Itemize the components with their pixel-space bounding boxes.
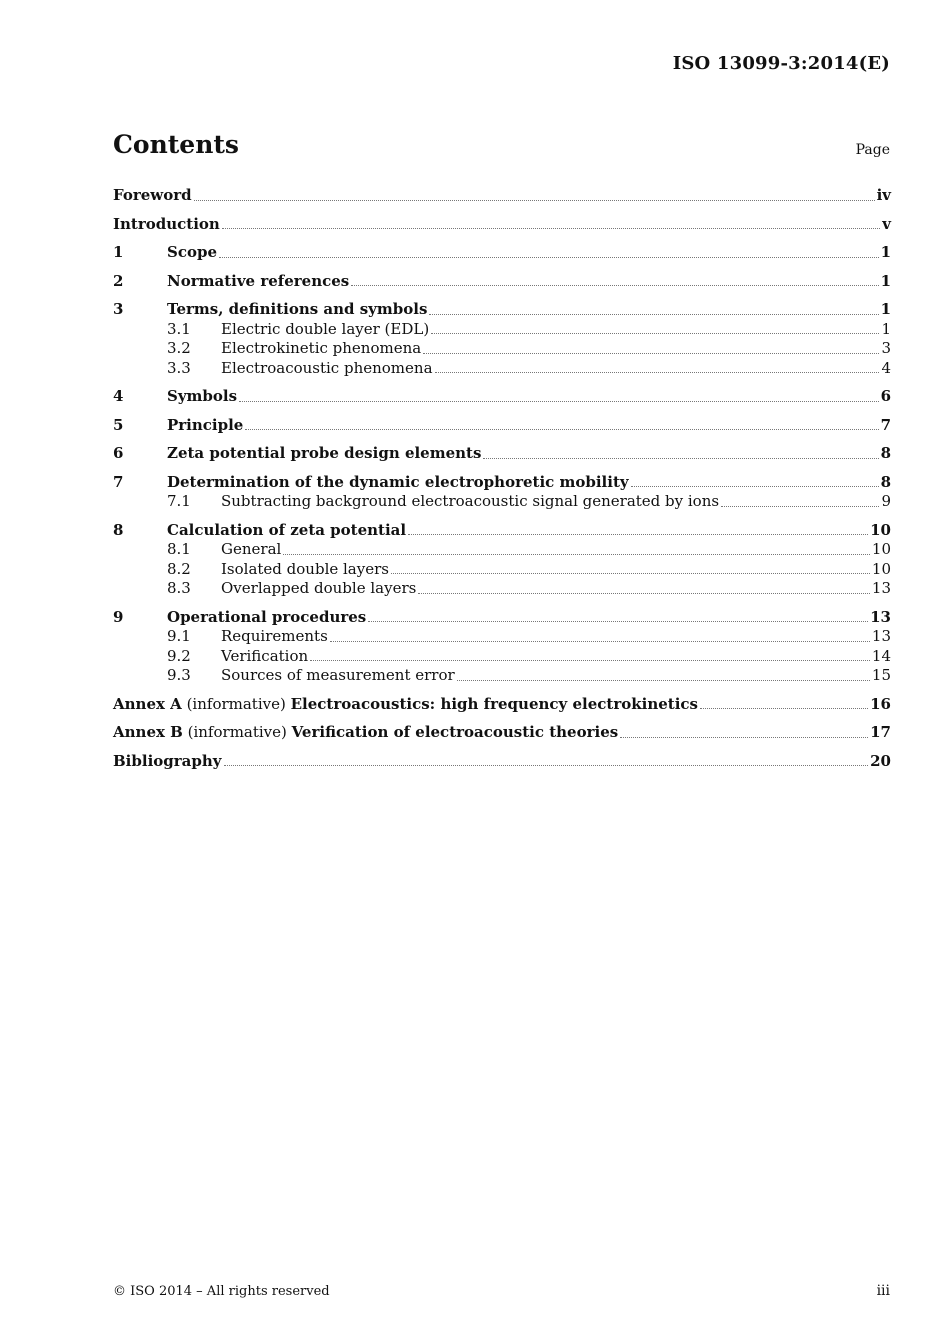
toc-page: 10 — [871, 540, 891, 558]
toc-page: 1 — [880, 300, 891, 318]
toc-page: 10 — [871, 559, 891, 578]
leader-dots — [418, 592, 870, 594]
toc-page: 3 — [881, 339, 891, 357]
toc-page: v — [882, 214, 891, 233]
leader-dots — [408, 533, 868, 535]
toc-number: 7.1 — [167, 492, 191, 510]
toc-page: 15 — [871, 666, 891, 684]
toc-title: Isolated double layers — [221, 559, 389, 578]
toc-entry-scope[interactable] — [113, 243, 891, 263]
toc-entry-mobility[interactable] — [113, 473, 891, 493]
page-number: iii — [876, 1283, 890, 1299]
toc-title: Terms, definitions and symbols — [167, 300, 428, 318]
toc-title: Electrokinetic phenomena — [221, 339, 422, 357]
toc-page: 20 — [870, 751, 891, 770]
toc-entry-probe-design[interactable] — [113, 444, 891, 464]
leader-dots — [224, 764, 869, 766]
leader-dots — [194, 199, 875, 201]
toc-number: 3 — [113, 300, 124, 318]
toc-title: Symbols — [167, 387, 238, 405]
toc-number: 9.1 — [167, 627, 191, 645]
toc-page: 6 — [880, 387, 891, 405]
toc-title — [113, 723, 618, 743]
leader-dots — [429, 313, 878, 315]
toc-entry-annex-a[interactable] — [113, 695, 891, 715]
toc-page: 13 — [871, 579, 891, 597]
toc-page: 13 — [870, 607, 891, 626]
leader-dots — [283, 553, 870, 555]
leader-dots — [457, 679, 870, 681]
toc-number: 8.3 — [167, 579, 191, 597]
toc-number: 5 — [113, 415, 124, 434]
toc-page: 8 — [880, 472, 891, 491]
toc-page: 16 — [870, 694, 891, 713]
toc-title: Overlapped double layers — [221, 579, 417, 597]
toc-entry-3-3[interactable] — [113, 359, 891, 379]
annex-informative: (informative) — [186, 694, 286, 713]
toc-title: Bibliography — [113, 751, 222, 770]
toc-entry-9-1[interactable] — [113, 627, 891, 647]
toc-title: Electric double layer (EDL) — [221, 319, 430, 338]
toc-number: 1 — [113, 243, 124, 261]
toc-page: 10 — [870, 520, 891, 539]
toc-number: 9.2 — [167, 646, 191, 665]
annex-title: Verification of electroacoustic theories — [291, 723, 619, 741]
leader-dots — [351, 284, 878, 286]
leader-dots — [431, 332, 879, 334]
toc-title: Foreword — [113, 186, 192, 204]
toc-page: 1 — [880, 271, 891, 290]
toc-entry-normative-references[interactable] — [113, 272, 891, 292]
toc-number: 8 — [113, 520, 124, 539]
toc-title: Determination of the dynamic electrophoretic mobility — [167, 472, 629, 491]
contents-title: Contents — [113, 130, 240, 159]
leader-dots — [391, 572, 870, 574]
leader-dots — [631, 485, 879, 487]
toc-page: iv — [876, 186, 891, 204]
toc-entry-annex-b[interactable] — [113, 723, 891, 743]
toc-entry-symbols[interactable] — [113, 387, 891, 407]
toc-title: Electroacoustic phenomena — [221, 358, 433, 377]
leader-dots — [435, 371, 880, 373]
toc-number: 3.3 — [167, 358, 191, 377]
toc-title: General — [221, 540, 282, 558]
leader-dots — [219, 256, 879, 258]
toc-title: Verification — [221, 646, 309, 665]
document-id: ISO 13099-3:2014(E) — [672, 53, 890, 74]
toc-entry-9-2[interactable] — [113, 647, 891, 667]
toc-page: 14 — [871, 646, 891, 665]
toc-title: Requirements — [221, 627, 328, 645]
toc-title: Sources of measurement error — [221, 666, 455, 684]
toc-title: Calculation of zeta potential — [167, 520, 407, 539]
annex-label: Annex A — [113, 694, 182, 713]
toc-entry-7-1[interactable] — [113, 492, 891, 512]
toc-entry-principle[interactable] — [113, 416, 891, 436]
toc-entry-8-3[interactable] — [113, 579, 891, 599]
leader-dots — [239, 400, 879, 402]
copyright-notice: © ISO 2014 – All rights reserved — [113, 1284, 330, 1299]
toc-number: 8.2 — [167, 559, 191, 578]
toc-number: 2 — [113, 271, 124, 290]
toc-entry-3-1[interactable] — [113, 320, 891, 340]
toc-number: 9 — [113, 607, 124, 626]
toc-entry-operational-procedures[interactable] — [113, 608, 891, 628]
toc-page: 4 — [881, 358, 891, 377]
toc-number: 4 — [113, 387, 124, 405]
leader-dots — [721, 505, 879, 507]
annex-label: Annex B — [113, 723, 183, 741]
toc-title: Subtracting background electroacoustic signal generated by ions — [221, 492, 720, 510]
leader-dots — [368, 620, 868, 622]
toc-number: 3.1 — [167, 319, 191, 338]
toc-entry-introduction[interactable] — [113, 215, 891, 235]
toc-title: Principle — [167, 415, 244, 434]
toc-entry-8-2[interactable] — [113, 560, 891, 580]
leader-dots — [330, 640, 870, 642]
toc-entry-terms-definitions[interactable] — [113, 300, 891, 320]
toc-title: Normative references — [167, 271, 350, 290]
toc-number: 6 — [113, 444, 124, 462]
toc-title: Zeta potential probe design elements — [167, 444, 482, 462]
toc-title: Scope — [167, 243, 218, 261]
toc-page: 17 — [870, 723, 891, 741]
toc-page: 7 — [880, 415, 891, 434]
annex-informative: (informative) — [187, 723, 287, 741]
leader-dots — [245, 428, 878, 430]
toc-page: 9 — [881, 492, 891, 510]
table-of-contents — [113, 186, 891, 771]
toc-title — [113, 695, 698, 715]
toc-page: 1 — [881, 319, 891, 338]
toc-entry-9-3[interactable] — [113, 666, 891, 686]
toc-page: 1 — [880, 243, 891, 261]
leader-dots — [620, 736, 868, 738]
toc-entry-bibliography[interactable] — [113, 752, 891, 772]
toc-title: Introduction — [113, 214, 220, 233]
annex-title: Electroacoustics: high frequency electrokinetics — [290, 694, 698, 713]
toc-entry-zeta-calculation[interactable] — [113, 521, 891, 541]
toc-entry-3-2[interactable] — [113, 339, 891, 359]
page-column-label: Page — [855, 142, 890, 158]
leader-dots — [222, 227, 880, 229]
toc-page: 8 — [880, 444, 891, 462]
toc-title: Operational procedures — [167, 607, 367, 626]
toc-page: 13 — [871, 627, 891, 645]
toc-entry-foreword[interactable] — [113, 186, 891, 206]
leader-dots — [483, 457, 878, 459]
toc-number: 7 — [113, 472, 124, 491]
toc-number: 9.3 — [167, 666, 191, 684]
toc-entry-8-1[interactable] — [113, 540, 891, 560]
toc-number: 3.2 — [167, 339, 191, 357]
leader-dots — [310, 659, 870, 661]
toc-number: 8.1 — [167, 540, 191, 558]
leader-dots — [700, 707, 868, 709]
leader-dots — [423, 352, 879, 354]
